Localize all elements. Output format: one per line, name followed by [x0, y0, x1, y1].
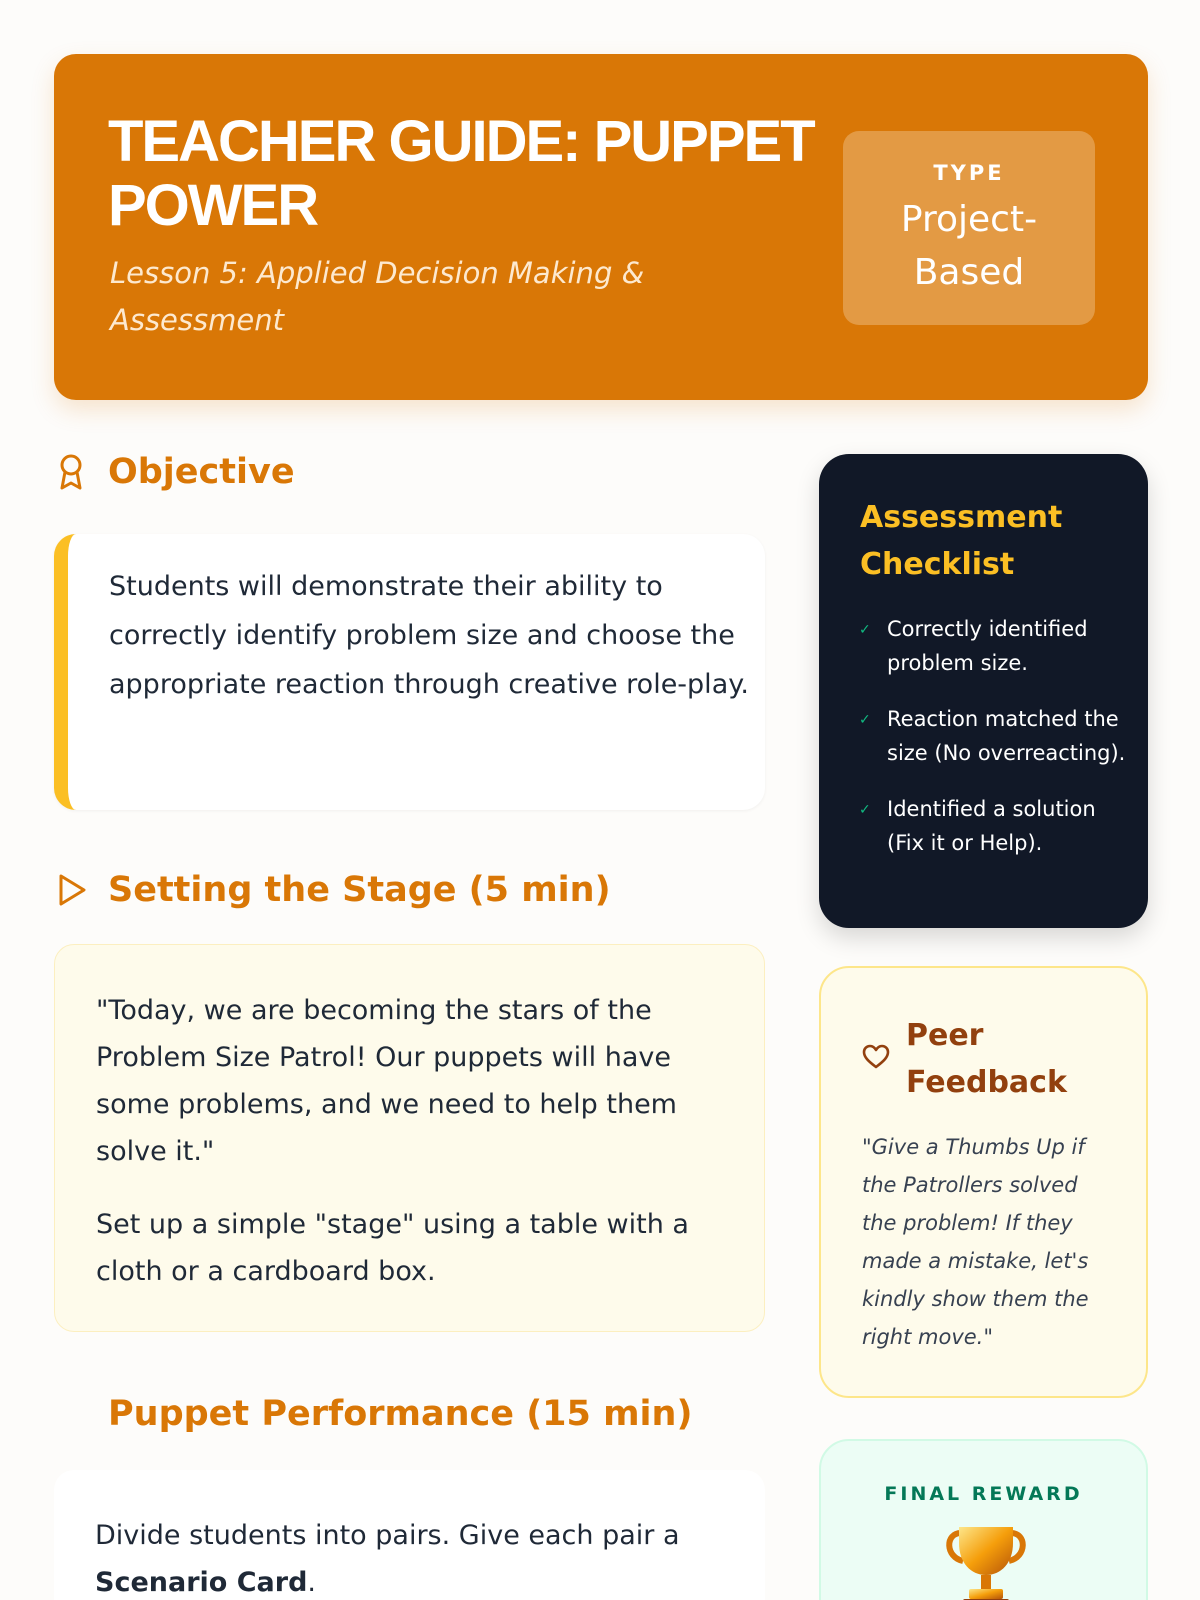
peer-feedback-title: Peer Feedback	[906, 1018, 1067, 1100]
lesson-subtitle: Lesson 5: Applied Decision Making & Assessment	[110, 256, 645, 337]
scenario-card-term: Scenario Card	[95, 1567, 308, 1598]
header-banner	[54, 54, 1148, 400]
check-icon: ✓	[859, 802, 871, 818]
check-icon: ✓	[859, 622, 871, 638]
performance-text-start: Divide students into pairs. Give each pair a	[95, 1520, 680, 1551]
assessment-checklist	[819, 454, 1148, 928]
objective-title: Objective	[108, 452, 295, 492]
checklist-items	[859, 612, 1129, 882]
stage-title: Setting the Stage (5 min)	[108, 870, 611, 910]
page-title: TEACHER GUIDE: PUPPET POWER	[108, 109, 814, 238]
peer-feedback-card	[819, 966, 1148, 1398]
heart-icon	[862, 1044, 890, 1074]
checklist-item-text: Correctly identified problem size.	[887, 617, 1088, 675]
stage-heading	[56, 870, 611, 910]
stage-card	[54, 944, 765, 1332]
checklist-item	[859, 702, 1129, 770]
performance-title: Puppet Performance (15 min)	[108, 1394, 693, 1434]
checklist-item	[859, 792, 1129, 860]
objective-heading	[56, 452, 295, 492]
play-icon	[56, 871, 90, 909]
performance-text	[95, 1512, 735, 1600]
performance-heading	[90, 1394, 692, 1434]
final-reward-card	[819, 1439, 1148, 1600]
type-label: TYPE	[933, 161, 1005, 185]
objective-text: Students will demonstrate their ability to correctly identify problem size and choose the appropriate reaction through creative role-play.	[109, 571, 749, 700]
performance-card	[54, 1470, 765, 1600]
checklist-title: Assessment Checklist	[860, 500, 1063, 582]
peer-feedback-quote: "Give a Thumbs Up if the Patrollers solved the problem! If they made a mistake, let's kindly show them the right move."	[862, 1135, 1089, 1349]
performance-text-end: .	[307, 1567, 316, 1598]
checklist-item	[859, 612, 1129, 680]
objective-card	[54, 534, 765, 810]
checklist-item-text: Reaction matched the size (No overreacting).	[887, 707, 1126, 765]
type-badge	[843, 131, 1095, 325]
check-icon: ✓	[859, 712, 871, 728]
final-reward-label: FINAL REWARD	[884, 1483, 1083, 1505]
type-value: Project-Based	[900, 199, 1038, 293]
checklist-item-text: Identified a solution (Fix it or Help).	[887, 797, 1096, 855]
peer-feedback-heading	[862, 1012, 1066, 1106]
trophy-icon	[939, 1523, 1033, 1600]
stage-instructions: Set up a simple "stage" using a table with a cloth or a cardboard box.	[96, 1209, 689, 1287]
stage-quote: "Today, we are becoming the stars of the Problem Size Patrol! Our puppets will have some problems, and we need to help them solve it."	[96, 995, 677, 1167]
award-icon	[56, 453, 90, 491]
